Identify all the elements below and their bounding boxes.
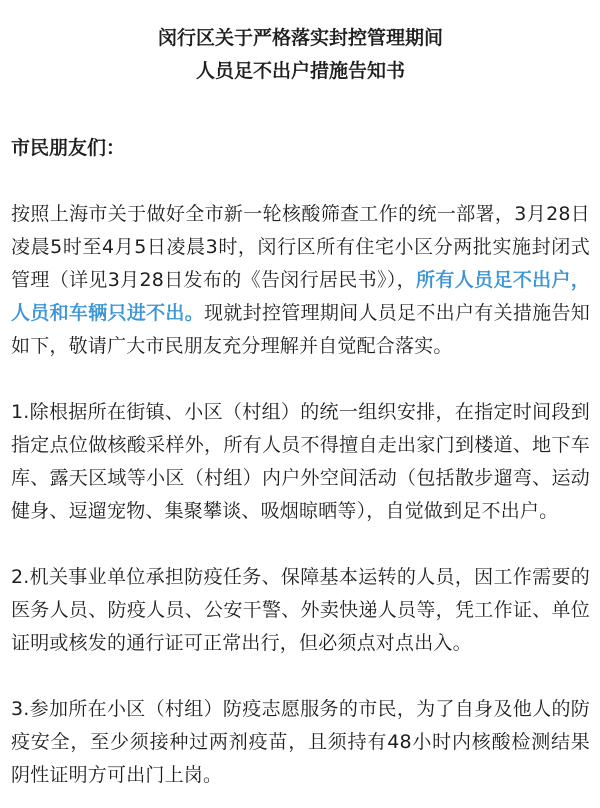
spacer	[11, 528, 590, 561]
spacer	[11, 165, 590, 198]
intro-highlight: 所有人员足不出户，人员和车辆只进不出。	[11, 269, 590, 324]
spacer	[11, 363, 590, 396]
intro-text-part2: 现就封控管理期间人员足不出户有关措施告知如下，敬请广大市民朋友充分理解并自觉配合落实。	[11, 302, 590, 357]
title-line-2: 人员足不出户措施告知书	[195, 60, 405, 82]
title-line-1: 闵行区关于严格落实封控管理期间	[157, 27, 443, 49]
item-2: 2.机关事业单位承担防疫任务、保障基本运转的人员，因工作需要的医务人员、防疫人员、公安干警、外卖快递人员等，凭工作证、单位证明或核发的通行证可正常出行，但必须点对点出入。	[11, 566, 590, 654]
greeting: 市民朋友们：	[11, 137, 126, 159]
item-3: 3.参加所在小区（村组）防疫志愿服务的市民，为了自身及他人的防疫安全，至少须接种过两剂疫苗，且须持有48小时内核酸检测结果阴性证明方可出门上岗。	[11, 698, 590, 786]
item-1: 1.除根据所在街镇、小区（村组）的统一组织安排，在指定时间段到指定点位做核酸采样外，所有人员不得擅自走出家门到楼道、地下车库、露天区域等小区（村组）内户外空间活动（包括散步遛弯、运动健身、逗遛宠物、集聚攀谈、吸烟晾晒等），自觉做到足不出户。	[11, 401, 590, 522]
spacer	[11, 660, 590, 693]
intro-text-part1: 按照上海市关于做好全市新一轮核酸筛查工作的统一部署，3月28日凌晨5时至4月5日凌晨3时，闵行区所有住宅小区分两批实施封闭式管理（详见3月28日发布的《告闵行居民书》），	[11, 203, 590, 291]
intro-paragraph	[11, 198, 590, 363]
